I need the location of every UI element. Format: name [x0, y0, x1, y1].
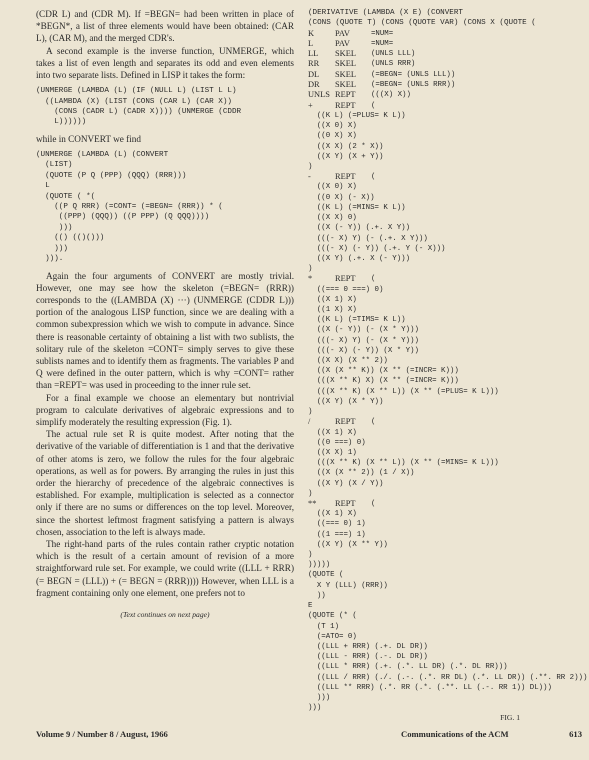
rule-row [308, 101, 576, 111]
paragraph: A second example is the inverse function, UNMERGE, which takes a list of even length and separates its odd and even elements into two separate lists. Defined in LISP it takes the form: [36, 45, 294, 81]
rule-body: ( [371, 499, 376, 508]
rule-key: RR [308, 59, 320, 69]
rule-row [308, 70, 576, 80]
rule-type: SKEL [335, 59, 356, 69]
times-rules: ((=== 0 ===) 0) ((X 1) X) ((1 X) X) ((K L) (=TIMS= K L)) ((X (- Y)) (- (X * Y))) (((- X) Y) (- (X * Y))) (((- X) (- Y)) (X * Y)) ((X X) (X ** 2)) ((X (X ** K)) (X ** (=INCR= K))) (((X ** K) X) (X ** (=INCR= K))) (((X ** K) (X ** L)) (X ** (=PLUS= K L))) ((X Y) (X * Y)) ) [308, 285, 499, 417]
rule-row-divide [308, 417, 576, 427]
rule-key: - [308, 172, 311, 182]
rule-key: * [308, 274, 313, 284]
rule-body: (UNLS RRR) [371, 60, 416, 69]
rule-key: DL [308, 69, 320, 79]
paragraph: Again the four arguments of CONVERT are mostly trivial. However, one may see how the skeleton (=BEGN= (RRR)) corresponds to the ((LAMBDA (X) ···) (UNMERGE (CDDR L))) portion of the analogous LISP function, since we are dealing with a common subexpression which we wish to compute in advance. Since there is reasonable certainty of obtaining a list with two sublists, the solitary rule of the skeleton =CONT= simply serves to give these sublists names and to identify them as fragments. The variables P and Q were defined in the outer pattern, which is why =CONT= rather than =REPT= was used in proceeding to the inner rule set. [36, 270, 294, 391]
rule-row-times [308, 274, 576, 284]
figure-caption: FIG. 1 [500, 713, 520, 723]
figure-header-code: (DERIVATIVE (LAMBDA (X E) (CONVERT (CONS (QUOTE T) (CONS (QUOTE VAR) (CONS X (QUOTE ( [308, 9, 536, 28]
code-block-convert-unmerge: (UNMERGE (LAMBDA (L) (CONVERT (LIST) (QUOTE (P Q (PPP) (QQQ) (RRR))) L (QUOTE ( *( ((P Q RRR) (=CONT= (=BEGN= (RRR)) * ( ((PPP) (QQQ)) ((P PPP) (Q QQQ)))) ))) (() (()())) ))) ))). [36, 151, 223, 264]
rule-type: SKEL [335, 49, 356, 59]
rule-key: UNLS [308, 90, 330, 100]
rule-key: LL [308, 49, 319, 59]
right-column-figure [308, 8, 588, 724]
paragraph: The right-hand parts of the rules contain rather cryptic notation which is the result of a certain amount of revision of a more straightforward rule set. For example, we could write ((LLL + RRR) (= BEGN = (LLL)) + (= BEGN = (RRR)))) However, when LLL is a fragment containing only one element, one prefers not to [36, 538, 294, 598]
rule-body: =NUM= [371, 29, 394, 38]
rule-body: =NUM= [371, 39, 394, 48]
rule-row [308, 90, 576, 100]
continued-note: (Text continues on next page) [120, 610, 210, 619]
divide-rules: ((X 1) X) ((0 ===) 0) ((X X) 1) (((X ** K) (X ** L)) (X ** (=MINS= K L))) ((X (X ** 2)) (1 / X)) ((X Y) (X / Y)) ) [308, 428, 499, 498]
minus-rules: ((X 0) X) ((0 X) (- X)) ((K L) (=MINS= K L)) ((X X) 0) ((X (- Y)) (.+. X Y)) (((- X) Y) (- (.+. X Y))) (((- X) (- Y)) (.+. Y (- X))) ((X Y) (.+. X (- Y))) ) [308, 183, 446, 274]
paragraph: For a final example we choose an elementary but nontrivial program to calculate derivatives of algebraic expressions and to simplify moderately the resulting expression (Fig. 1). [36, 392, 294, 427]
rule-type: REPT [335, 100, 356, 110]
figure-tail-code: ))))) (QUOTE ( X Y (LLL) (RRR)) )) E (QUOTE (* ( (T 1) (=ATO= 0) ((LLL + RRR) (.+. DL DR)) ((LLL - RRR) (.-. DL DR)) ((LLL * RRR) (.+. (.*. LL DR) (.*. DL RR))) ((LLL / RRR) (./. (.-. (.*. RR DL) (.*. LL DR)) (.**. RR 2))) ((LLL ** RRR) (.*. RR (.*. (.**. LL (.-. RR 1)) DL))) ))) ))) [308, 561, 588, 713]
power-rules: ((X 1) X) ((=== 0) 1) ((1 ===) 1) ((X Y) (X ** Y)) ) [308, 510, 388, 560]
rule-row-power [308, 499, 576, 509]
plus-rules: ((K L) (=PLUS= K L)) ((X 0) X) ((0 X) X) ((X X) (2 * X)) ((X Y) (X + Y)) ) [308, 111, 406, 171]
rule-type: REPT [335, 498, 356, 508]
rule-row [308, 39, 576, 49]
journal-name: Communications of the ACM [401, 729, 509, 739]
left-column [36, 8, 294, 621]
rule-definitions [308, 29, 576, 111]
paragraph: (CDR L) and (CDR M). If =BEGN= had been written in place of *BEGN*, a list of three elements would have been obtained: (CAR L), (CAR M), and the merged CDR's. [36, 9, 294, 44]
rule-type: PAV [335, 38, 350, 48]
rule-body: (=BEGN= (UNLS RRR)) [371, 81, 456, 90]
rule-type: PAV [335, 28, 350, 38]
rule-row [308, 80, 576, 90]
rule-type: REPT [335, 417, 356, 427]
rule-body: ( [371, 275, 376, 284]
rule-key: ** [308, 498, 317, 508]
rule-key: + [308, 100, 313, 110]
rule-key: DR [308, 80, 320, 90]
rule-row [308, 59, 576, 69]
rule-key: L [308, 38, 314, 48]
paragraph: while in CONVERT we find [36, 133, 141, 144]
page-number: 613 [569, 729, 582, 739]
journal-volume: Volume 9 / Number 8 / August, 1966 [36, 729, 168, 739]
rule-type: SKEL [335, 80, 356, 90]
rule-row-minus [308, 172, 576, 182]
rule-body: ( [371, 101, 376, 110]
rule-row [308, 29, 576, 39]
rule-type: REPT [335, 90, 356, 100]
rule-key: K [308, 28, 315, 38]
rule-type: REPT [335, 274, 356, 284]
rule-type: REPT [335, 172, 356, 182]
rule-body: (UNLS LLL) [371, 50, 416, 59]
code-block-lisp-unmerge: (UNMERGE (LAMBDA (L) (IF (NULL L) (LIST L L) ((LAMBDA (X) (LIST (CONS (CAR L) (CAR X)) (CONS (CADR L) (CADR X)))) (UNMERGE (CDDR L)))))) [36, 87, 242, 127]
rule-body: ( [371, 418, 376, 427]
rule-key: / [308, 417, 311, 427]
rule-body: (((X) X)) [371, 91, 411, 100]
rule-body: ( [371, 173, 376, 182]
rule-row [308, 49, 576, 59]
paragraph: The actual rule set R is quite modest. After noting that the derivative of the variable of differentiation is 1 and that the derivative of other atoms is zero, we follow the rules for the four algebraic operations, as well as for powers. By arranging the rules in just this order the hierarchy of precedence of the algebraic connectives is established. For example, multiplication is selected as a connector only if there are no sums or differences on the top level. Moreover, since the shortest leftmost fragment satisfying a pattern is always chosen, association to the left is always made. [36, 429, 294, 537]
rule-type: SKEL [335, 69, 356, 79]
rule-body: (=BEGN= (UNLS LLL)) [371, 70, 456, 79]
